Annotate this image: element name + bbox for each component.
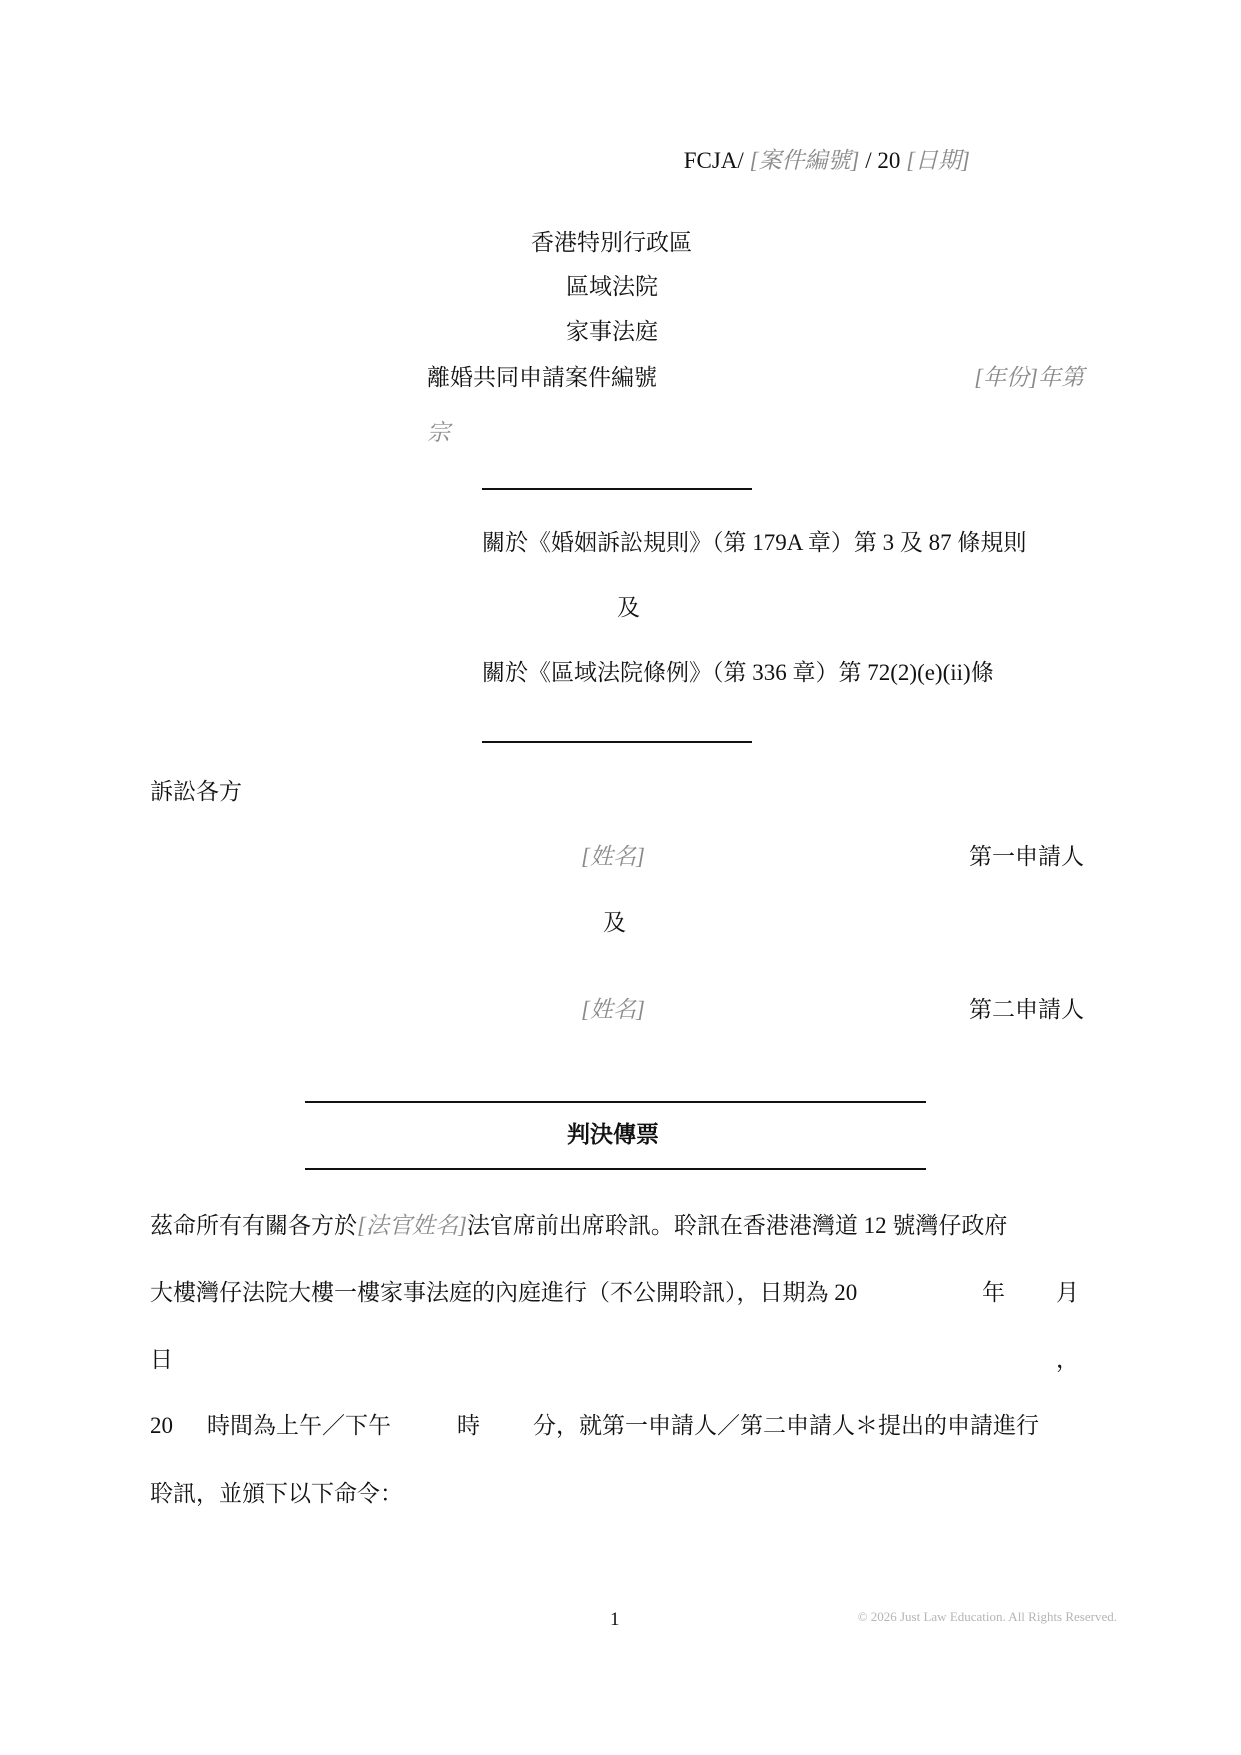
statute-and: 及 [617,595,640,620]
applicant-1-name-placeholder[interactable]: [姓名] [581,844,645,869]
parties-heading: 訴訟各方 [150,779,242,804]
date-placeholder[interactable]: [日期] [906,148,970,173]
case-prefix: FCJA/ [683,148,744,173]
case-year [974,366,1084,389]
body-day-label: 日 [150,1347,173,1372]
case-number-end: 宗 [427,420,450,445]
applicant-2-name-placeholder[interactable]: [姓名] [581,997,645,1022]
case-number-placeholder[interactable]: [案件編號] [749,148,860,173]
judge-name-placeholder[interactable]: [法官姓名] [357,1213,467,1238]
title-rule-bottom [305,1168,926,1170]
court-division: 家事法庭 [566,319,658,344]
body-line-4-year: 20 [150,1413,173,1438]
case-separator: / 20 [859,148,907,173]
body-line-4-time: 時間為上午／下午 [207,1413,391,1438]
statute-rule-1: 關於《婚姻訴訟規則》（第 179A 章）第 3 及 87 條規則 [482,530,1027,555]
document-title: 判決傳票 [567,1122,659,1147]
court-name: 區域法院 [566,274,658,299]
divider-bottom [482,741,752,743]
body-comma: ， [1056,1347,1079,1372]
body-hour-label: 時 [457,1413,480,1438]
case-reference [684,149,970,172]
body-line-2: 大樓灣仔法院大樓一樓家事法庭的內庭進行（不公開聆訊），日期為 20 [150,1280,858,1305]
page-number: 1 [610,1609,620,1630]
body-year-label: 年 [982,1280,1005,1305]
statute-rule-2: 關於《區域法院條例》（第 336 章）第 72(2)(e)(ii)條 [482,660,994,685]
body-line-5: 聆訊，並頒下以下命令： [150,1481,403,1506]
court-region: 香港特別行政區 [531,230,692,255]
applicant-2-role: 第二申請人 [969,997,1084,1022]
case-number-label: 離婚共同申請案件編號 [427,365,657,390]
title-rule-top [305,1101,926,1103]
body-line-4-rest: 分，就第一申請人／第二申請人＊提出的申請進行 [533,1413,1039,1438]
divider-top [482,488,752,490]
year-suffix: 年第 [1038,365,1084,390]
body-line-1: 茲命所有有關各方於[法官姓名]法官席前出席聆訊。聆訊在香港港灣道 12 號灣仔政府 [150,1213,1008,1238]
parties-and: 及 [603,910,626,935]
year-placeholder[interactable]: [年份] [974,365,1038,390]
body-month-label: 月 [1056,1280,1079,1305]
applicant-1-role: 第一申請人 [969,844,1084,869]
copyright-notice: © 2026 Just Law Education. All Rights Reserved. [857,1609,1117,1624]
